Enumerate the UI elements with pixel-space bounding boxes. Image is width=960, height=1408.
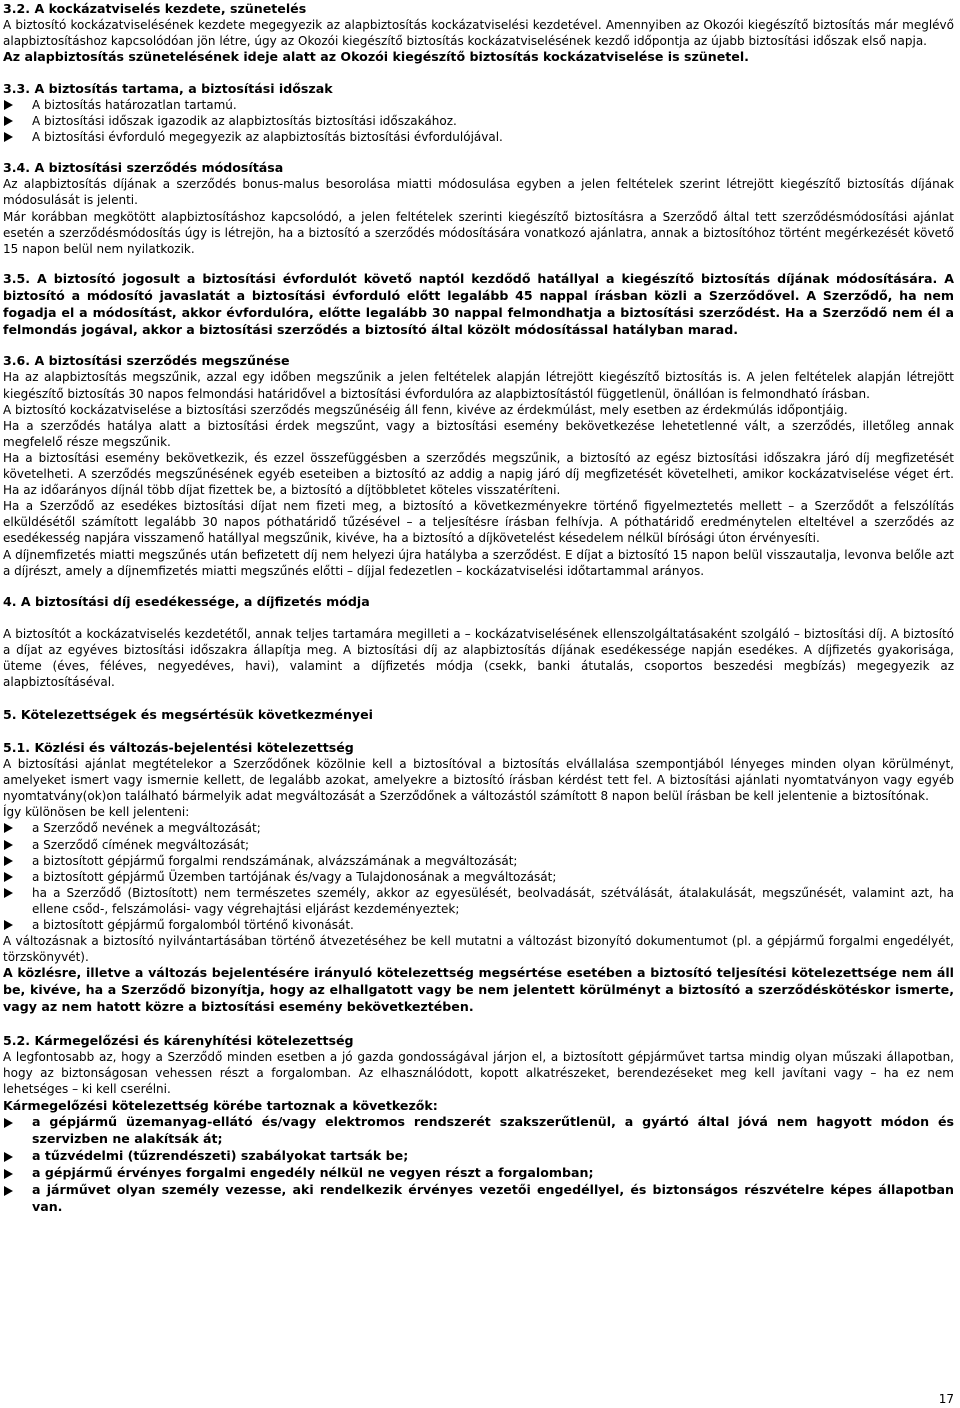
section-4-heading: 4. A biztosítási díj esedékessége, a díjfizetés módja (3, 593, 370, 609)
section-3-6-heading: 3.6. A biztosítási szerződés megszűnése (3, 353, 290, 369)
bullet-arrow-icon (4, 872, 13, 882)
list-item: a Szerződő nevének a megváltozását; (3, 820, 954, 836)
section-5-heading: 5. Kötelezettségek és megsértésük következményei (3, 707, 374, 723)
section-3-5-paragraph: 3.5. A biztosító jogosult a biztosítási évfordulót követő naptól kezdődő hatállyal a kiegészítő biztosítás díjának módosítására. A biztosító a módosító javaslatát a biztosítási évforduló előtt legalább 45 nappal írásban közli a Szerződővel. A Szerződő, ha nem fogadja el a módosítást, akkor évfordulóra, előtte legalább 30 nappal felmondhatja a biztosítási szerződést. Ha a Szerződő nem él a felmondás jogával, akkor a biztosítási szerződés a biztosító által közölt módosítással hatályban marad. (3, 270, 954, 337)
bullet-arrow-icon (4, 1186, 13, 1196)
bullet-arrow-icon (4, 116, 13, 126)
list-item: a biztosított gépjármű Üzemben tartójának és/vagy a Tulajdonosának a megváltozását; (3, 869, 954, 885)
list-item: A biztosítási évforduló megegyezik az alapbiztosítás biztosítási évfordulójával. (3, 129, 954, 145)
bullet-arrow-icon (4, 920, 13, 930)
page-number: 17 (938, 1392, 954, 1406)
list-item: a biztosított gépjármű forgalmi rendszámának, alvázszámának a megváltozását; (3, 853, 954, 869)
section-3-2-bold-paragraph: Az alapbiztosítás szünetelésének ideje alatt az Okozói kiegészítő biztosítás kockázatviselése is szünetel. (3, 49, 749, 65)
bullet-arrow-icon (4, 1152, 13, 1162)
bullet-arrow-icon (4, 100, 13, 110)
section-3-3-list (3, 97, 954, 145)
section-5-1-paragraph-3: A változásnak a biztosító nyilvántartásában történő átvezetéséhez be kell mutatni a változást bizonyító dokumentumot (pl. a gépjármű forgalmi engedélyét, törzskönyvét). (3, 934, 954, 965)
bullet-arrow-icon (4, 1169, 13, 1179)
section-5-1-list-intro: Így különösen be kell jelenteni: (3, 805, 190, 820)
list-item: a gépjármű üzemanyag-ellátó és/vagy elektromos rendszerét szakszerűtlenül, a gyártó által jóvá nem hagyott módon és szervizben ne alakítsák át; (3, 1114, 954, 1148)
section-3-6-paragraph: A díjnemfizetés miatti megszűnés után befizetett díj nem helyezi újra hatályba a szerződést. E díjat a biztosító 15 napon belül visszautalja, levonva belőle azt a díjrészt, amely a díjnemfizetés miatti megszűnés előtti – díjjal fedezetlen – kockázatviselési időtartammal arányos. (3, 547, 954, 578)
bullet-arrow-icon (4, 823, 13, 833)
section-4-paragraph: A biztosítót a kockázatviselés kezdetétől, annak teljes tartamára megilleti a – kockázatviselésének ellenszolgáltatásaként szolgáló – biztosítási díj. A biztosító a díjat az egyéves biztosítási időszakra állapítja meg. A biztosítási díj az alapbiztosítás díjának esedékessége napján esedékes. A díjfizetés gyakorisága, üteme (éves, féléves, negyedéves, havi), valamint a díjfizetés módja (csekk, banki átutalás, csoportos beszedési megbízás) megegyezik az alapbiztosításéval. (3, 626, 954, 689)
bullet-arrow-icon (4, 1118, 13, 1128)
section-3-3-heading: 3.3. A biztosítás tartama, a biztosítási időszak (3, 81, 333, 97)
section-5-2-list (3, 1114, 954, 1215)
list-item: a gépjármű érvényes forgalmi engedély nélkül ne vegyen részt a forgalomban; (3, 1165, 954, 1182)
section-5-2-heading: 5.2. Kármegelőzési és kárenyhítési kötelezettség (3, 1033, 354, 1048)
section-3-4-paragraph-1: Az alapbiztosítás díjának a szerződés bonus-malus besorolása miatti módosulása egyben a jelen feltételek szerint létrejött kiegészítő biztosítás díjának módosulását is jelenti. (3, 177, 954, 208)
section-5-1-heading: 5.1. Közlési és változás-bejelentési kötelezettség (3, 740, 354, 756)
section-3-6-paragraph: Ha a szerződés hatálya alatt a biztosítási érdek megszűnt, vagy a biztosítási esemény bekövetkezése lehetetlenné vált, a szerződés, illetőleg annak megfelelő része megszűnik. (3, 418, 954, 449)
list-item: ha a Szerződő (Biztosított) nem természetes személy, akkor az egyesülését, beolvadását, szétválását, átalakulását, megszűnését, valamint azt, ha ellene csőd-, felszámolási- vagy végrehajtási eljárást kezdeményeztek; (3, 885, 954, 917)
section-5-1-bold-paragraph: A közlésre, illetve a változás bejelentésére irányuló kötelezettség megsértése esetében a biztosító teljesítési kötelezettsége nem áll be, kivéve, ha a Szerződő bizonyítja, hogy az elhallgatott vagy be nem jelentett körülményt a biztosító a szerződéskötéskor ismerte, vagy az nem hatott közre a biztosítási esemény bekövetkeztében. (3, 965, 954, 1015)
section-3-6-paragraph: Ha az alapbiztosítás megszűnik, azzal egy időben megszűnik a jelen feltételek alapján létrejött kiegészítő biztosítás is. A jelen feltételek alapján létrejött kiegészítő biztosítás 30 napos felmondási határidővel a biztosítási évfordulóra az alapbiztosítástól függetlenül, önállóan is felmondható írásban. (3, 370, 954, 401)
section-3-4-paragraph-2: Már korábban megkötött alapbiztosításhoz kapcsolódó, a jelen feltételek szerinti kiegészítő biztosításra a Szerződő által tett szerződésmódosítási ajánlat esetén a szerződésmódosítás úgy is létrejön, ha a biztosító a szerződés módosítására vonatkozó ajánlatra, annak a biztosítóhoz történt megérkezését követő 15 napon belül nem nyilatkozik. (3, 209, 954, 256)
section-3-6-paragraph: Ha a Szerződő az esedékes biztosítási díjat nem fizeti meg, a biztosító a következményekre történő figyelmeztetés mellett – a Szerződőt a felszólítás elküldésétől számított legalább 30 napos póthatáridő tűzésével – a teljesítésre írásban felhívja. A póthatáridő eredménytelen elteltével a szerződés az esedékesség napjára visszamenő hatállyal megszűnik, kivéve, ha a biztosító a díjkövetelést késedelem nélkül bírósági úton érvényesíti. (3, 499, 954, 546)
section-3-2-paragraph: A biztosító kockázatviselésének kezdete megegyezik az alapbiztosítás kockázatviselési kezdetével. Amennyiben az Okozói kiegészítő biztosítás már meglévő alapbiztosításhoz kapcsolódóan jön létre, úgy az Okozói kiegészítő biztosítás kockázatviselésének kezdő időpontja az újabb biztosítási időszak első napja. (3, 18, 954, 49)
list-item: A biztosítás határozatlan tartamú. (3, 97, 954, 113)
bullet-arrow-icon (4, 856, 13, 866)
section-3-6-paragraph: A biztosító kockázatviselése a biztosítási szerződés megszűnéséig áll fenn, kivéve az érdekmúlást, mely esetben az érdekmúlás időpontjáig. (3, 402, 848, 417)
section-5-2-list-intro: Kármegelőzési kötelezettség körébe tartoznak a következők: (3, 1098, 438, 1114)
list-item: A biztosítási időszak igazodik az alapbiztosítás biztosítási időszakához. (3, 113, 954, 129)
bullet-arrow-icon (4, 888, 13, 898)
document-page (3, 0, 954, 1216)
section-3-6-paragraph: Ha a biztosítási esemény bekövetkezik, és ezzel összefüggésben a szerződés megszűnik, a biztosító az egész biztosítási időszakra járó díj megfizetését követelheti. A szerződés megszűnésének egyéb eseteiben a biztosító az addig a napig járó díj megfizetését követelheti, amikor kockázatviselése véget ért. Ha az időarányos díjnál több díjat fizettek be, a biztosító a díjtöbbletet köteles visszatéríteni. (3, 450, 954, 498)
list-item: a járművet olyan személy vezesse, aki rendelkezik érvényes vezetői engedéllyel, és biztonságos részvételre képes állapotban van. (3, 1182, 954, 1216)
section-5-1-paragraph-1: A biztosítási ajánlat megtételekor a Szerződőnek közölnie kell a biztosítóval a biztosítás elvállalása szempontjából lényeges minden olyan körülményt, amelyeket ismert vagy ismernie kellett, de legalább azokat, amelyekre a biztosító írásban kérdést tett fel. A biztosítási ajánlati nyomtatványon vagy egyéb nyomtatvány(ok)on található bármelyik adat megváltozását a Szerződőnek a változástól számított 8 napon belül írásban be kell jelentenie a biztosítónak. (3, 757, 954, 804)
list-item: a Szerződő címének megváltozását; (3, 837, 954, 853)
list-item: a biztosított gépjármű forgalomból történő kivonását. (3, 917, 954, 933)
section-3-4-heading: 3.4. A biztosítási szerződés módosítása (3, 160, 284, 176)
section-3-2-heading: 3.2. A kockázatviselés kezdete, szünetelés (3, 1, 307, 16)
section-5-2-paragraph: A legfontosabb az, hogy a Szerződő minden esetben a jó gazda gondosságával járjon el, a biztosított gépjárművet tartsa mindig olyan műszaki állapotban, hogy az biztonságosan vehessen részt a forgalomban. Az elhasználódott, kopott alkatrészeket, berendezéseket meg kell javítani vagy – ha ez nem lehetséges – ki kell cserélni. (3, 1050, 954, 1097)
list-item: a tűzvédelmi (tűzrendészeti) szabályokat tartsák be; (3, 1148, 954, 1165)
bullet-arrow-icon (4, 840, 13, 850)
section-5-1-list (3, 820, 954, 933)
bullet-arrow-icon (4, 132, 13, 142)
